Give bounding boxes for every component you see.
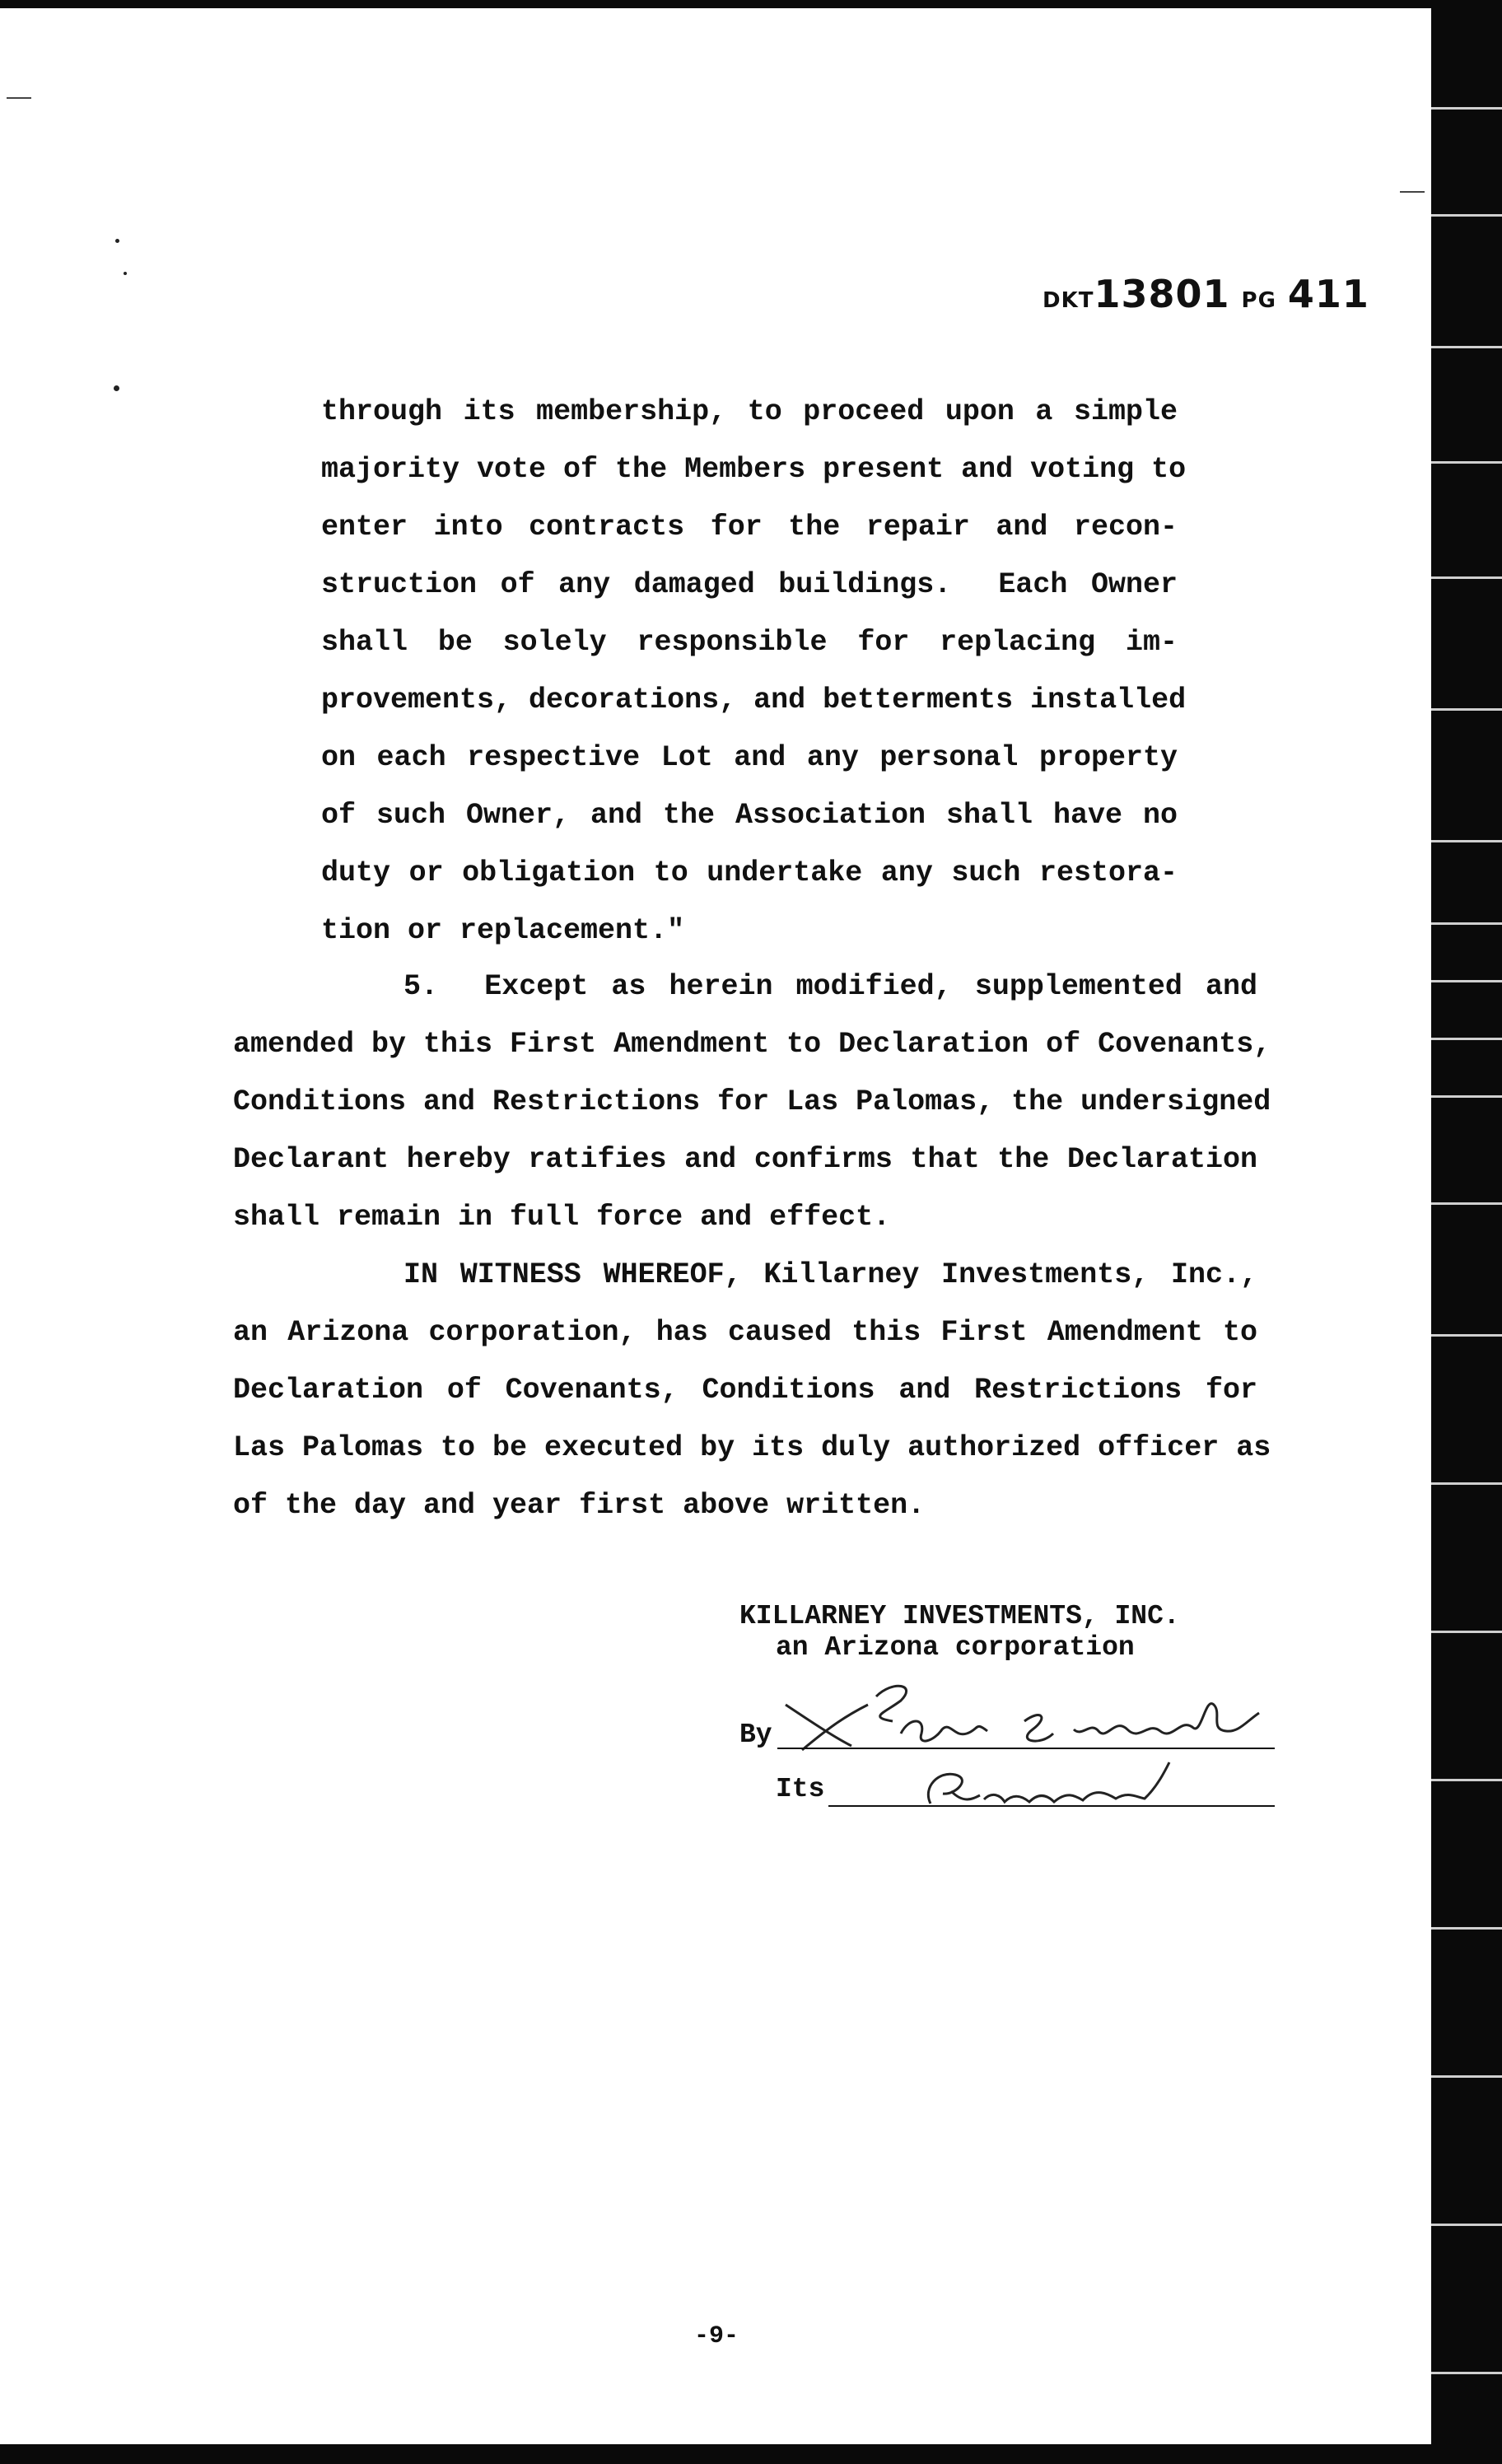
handwritten-title [906,1754,1186,1812]
page-number: -9- [693,2322,739,2350]
scan-edge-top [0,0,1502,8]
signatory-state-line: an Arizona corporation [776,1632,1135,1663]
body-line: duty or obligation to undertake any such restora- [321,856,1178,889]
title-its-label: Its [776,1774,825,1804]
signature-by-label: By [739,1720,772,1750]
body-line: struction of any damaged buildings. Each Owner [321,568,1178,601]
docket-page-number: 411 [1287,272,1369,316]
margin-mark [7,97,31,99]
body-line: Declarant hereby ratifies and confirms that the Declaration [233,1143,1257,1176]
body-line: enter into contracts for the repair and recon- [321,511,1178,544]
body-line: through its membership, to proceed upon a simple [321,395,1178,428]
body-line: Conditions and Restrictions for Las Palomas, the undersigned [233,1085,1271,1118]
scan-speck [115,239,119,243]
body-line: amended by this First Amendment to Declaration of Covenants, [233,1028,1271,1061]
signature-line [777,1748,1275,1749]
title-line [828,1805,1275,1807]
body-line: Declaration of Covenants, Conditions and Restrictions for [233,1374,1257,1407]
scan-edge-bottom [0,2444,1502,2464]
body-line: provements, decorations, and betterments installed [321,684,1187,716]
witness-first-line: IN WITNESS WHEREOF, Killarney Investments, Inc., [403,1258,1257,1291]
scan-speck [114,385,119,391]
body-line: of the day and year first above written. [233,1489,926,1522]
docket-number: 13801 [1094,272,1230,316]
body-line: an Arizona corporation, has caused this First Amendment to [233,1316,1257,1349]
docket-prefix: DKT [1043,288,1094,313]
body-line: majority vote of the Members present and voting to [321,453,1187,486]
page-prefix: PG [1241,288,1276,313]
handwritten-signature [777,1672,1271,1754]
body-line: Las Palomas to be executed by its duly authorized officer as [233,1431,1271,1464]
body-line: shall be solely responsible for replacing im- [321,626,1178,659]
section-5-first-line: 5. Except as herein modified, supplemented and [403,970,1257,1003]
scan-speck [124,272,127,275]
body-line: shall remain in full force and effect. [233,1201,891,1234]
scan-edge-right [1431,0,1502,2464]
body-line: of such Owner, and the Association shall have no [321,799,1178,832]
signatory-company: KILLARNEY INVESTMENTS, INC. [739,1601,1180,1631]
margin-mark [1400,191,1425,193]
body-line: on each respective Lot and any personal property [321,741,1178,774]
body-line: tion or replacement." [321,914,685,947]
docket-stamp [1043,272,1369,321]
